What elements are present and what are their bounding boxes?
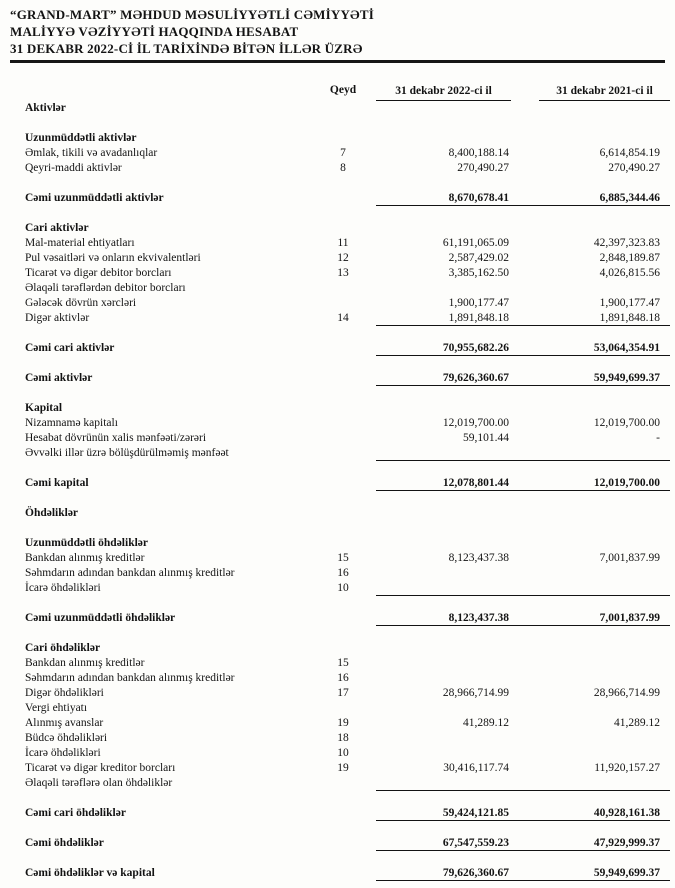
row-label: Uzunmüddətli aktivlər [25,132,137,144]
row-label: Əlaqəli tərəflərdən debitor borcları [25,282,186,294]
line-item-row [0,701,670,716]
note-ref [310,491,376,506]
note-ref [310,221,376,236]
row-label: Pul vəsaitləri və onların ekvivalentləri [25,252,201,264]
note-ref [310,641,376,656]
note-ref [310,476,376,491]
value-2022 [376,671,517,686]
line-item-row [0,266,670,281]
value-2022: 8,400,188.14 [448,147,509,159]
note-ref [310,611,376,626]
statement-title: MALİYYƏ VƏZİYYƏTİ HAQQINDA HESABAT [10,24,299,39]
total-row [0,476,670,491]
row-label: Səhmdarın adından bankdan alınmış kreditlər [25,672,235,684]
row-label: Cəmi cari öhdəliklər [25,807,126,819]
note-ref [310,206,376,221]
note-ref [310,296,376,311]
value-2021 [517,461,670,476]
value-2021: 59,949,699.37 [517,866,670,881]
value-2021: 28,966,714.99 [593,687,660,699]
row-label: Bankdan alınmış kreditlər [25,657,145,669]
value-2021: 6,614,854.19 [599,147,660,159]
note-ref [310,116,376,131]
value-2021 [517,401,670,416]
total-row [0,836,670,851]
spacer-row [0,791,670,806]
line-item-row [0,716,670,731]
value-2022 [376,746,517,761]
row-label: Əlaqəli tərəflərə olan öhdəliklər [25,777,173,789]
line-item-row [0,686,670,701]
value-2022 [376,596,517,611]
row-label: Cəmi kapital [25,477,89,489]
statement-period: 31 DEKABR 2022-Cİ İL TARİXİNDƏ BİTƏN İLLƏR ÜZRƏ [10,41,363,56]
value-2021 [517,281,670,296]
note-ref [310,806,376,821]
spacer-row [0,356,670,371]
value-2021 [517,821,670,836]
row-label: Cəmi öhdəliklər [25,837,104,849]
row-label: Kapital [25,402,63,414]
total-row [0,866,670,881]
value-2022: 59,424,121.85 [376,806,517,821]
value-2022 [376,536,517,551]
company-name: “GRAND-MART” MƏHDUD MƏSULİYYƏTLİ CƏMİYYƏTİ [10,7,374,22]
total-row [0,611,670,626]
note-ref: 10 [337,747,349,759]
row-label [0,851,310,866]
line-item-row [0,656,670,671]
row-label: Büdcə öhdəlikləri [25,732,108,744]
spacer-row [0,206,670,221]
row-label [0,521,310,536]
note-ref [310,701,376,716]
row-label [0,596,310,611]
row-label [0,461,310,476]
value-2021 [517,386,670,401]
value-2022 [376,131,517,146]
line-item-row [0,761,670,776]
note-ref [310,461,376,476]
row-label: Nizamnamə kapitalı [25,417,118,429]
value-2021 [517,626,670,641]
value-2021: 40,928,161.38 [517,806,670,821]
line-item-row [0,416,670,431]
value-2021 [517,506,670,521]
row-label [0,206,310,221]
note-ref: 13 [337,267,349,279]
note-ref: 12 [337,252,349,264]
value-2021: 1,900,177.47 [599,297,660,309]
value-2022 [376,776,517,791]
value-2021 [517,581,670,596]
note-ref [310,386,376,401]
row-label: Bankdan alınmış kreditlər [25,552,145,564]
value-2022 [376,281,517,296]
row-label: Səhmdarın adından bankdan alınmış kreditlər [25,567,235,579]
line-item-row [0,581,670,596]
note-ref [310,506,376,521]
note-ref [310,356,376,371]
value-2022 [376,386,517,401]
row-label: Cəmi aktivlər [25,372,93,384]
value-2021: 4,026,815.56 [599,267,660,279]
row-label: Uzunmüddətli öhdəliklər [25,537,149,549]
value-2021 [517,446,670,461]
value-2021 [517,656,670,671]
line-item-row [0,161,670,176]
value-2021: 6,885,344.46 [517,191,670,206]
spacer-row [0,521,670,536]
value-2022 [376,566,517,581]
note-ref: 7 [340,147,346,159]
value-2021 [517,176,670,191]
row-label: Digər öhdəlikləri [25,687,104,699]
value-2022 [376,626,517,641]
note-ref: 16 [337,567,349,579]
section-header-row [0,131,670,146]
value-2022: 79,626,360.67 [376,371,517,386]
note-ref [310,401,376,416]
value-2022 [376,731,517,746]
note-ref [310,431,376,446]
value-2021: 53,064,354.91 [517,341,670,356]
value-2022 [376,356,517,371]
document-header [0,0,675,57]
value-2022: 8,123,437.38 [448,552,509,564]
value-2021: 1,891,848.18 [517,311,670,326]
row-label: Cəmi cari aktivlər [25,342,115,354]
value-2021: - [656,432,660,444]
value-2021 [517,671,670,686]
row-label [0,356,310,371]
value-2022 [376,791,517,806]
value-2022 [376,701,517,716]
column-header-row [0,63,670,101]
balance-sheet-body [0,101,670,881]
value-2022: 270,490.27 [457,162,509,174]
note-ref [310,776,376,791]
value-2021 [517,566,670,581]
note-ref [310,866,376,881]
value-2022 [376,656,517,671]
total-row [0,806,670,821]
value-2021 [517,326,670,341]
row-label: Cari öhdəliklər [25,642,101,654]
value-2021 [517,101,670,116]
value-2022 [376,851,517,866]
section-header-row [0,101,670,116]
balance-sheet-table [0,63,670,882]
note-ref [310,821,376,836]
note-ref: 15 [337,552,349,564]
note-ref [310,191,376,206]
value-2021 [517,116,670,131]
value-2022 [376,506,517,521]
value-2022: 12,078,801.44 [376,476,517,491]
spacer-row [0,386,670,401]
note-column-header: Qeyd [329,83,357,96]
spacer-row [0,821,670,836]
note-ref: 11 [337,237,349,249]
note-ref [310,446,376,461]
section-header-row [0,536,670,551]
line-item-row [0,776,670,791]
row-label: Cəmi uzunmüddətli aktivlər [25,192,164,204]
note-ref [310,176,376,191]
note-ref: 17 [337,687,349,699]
row-label: Ticarət və digər kreditor borcları [25,762,176,774]
row-label: İcarə öhdəlikləri [25,747,101,759]
value-2022: 12,019,700.00 [442,417,509,429]
value-2021 [517,851,670,866]
value-2022 [376,401,517,416]
note-ref: 19 [337,762,349,774]
line-item-row [0,431,670,446]
label-column-header [0,63,310,101]
note-ref [310,371,376,386]
value-2022 [376,641,517,656]
value-2021: 12,019,700.00 [593,417,660,429]
value-2022: 67,547,559.23 [376,836,517,851]
note-ref: 14 [337,312,349,324]
row-label: Alınmış avanslar [25,717,104,729]
value-2022: 70,955,682.26 [376,341,517,356]
value-2022: 1,900,177.47 [448,297,509,309]
value-2021: 2,848,189.87 [599,252,660,264]
note-ref [310,836,376,851]
row-label: Ticarət və digər debitor borcları [25,267,172,279]
value-2022: 30,416,117.74 [443,762,509,774]
note-ref [310,851,376,866]
value-2022 [376,116,517,131]
spacer-row [0,626,670,641]
line-item-row [0,251,670,266]
value-2022: 41,289.12 [463,717,509,729]
value-2022: 8,123,437.38 [376,611,517,626]
note-ref [310,791,376,806]
section-header-row [0,221,670,236]
row-label: İcarə öhdəlikləri [25,582,101,594]
value-2022: 1,891,848.18 [376,311,517,326]
line-item-row [0,746,670,761]
row-label: Cəmi uzunmüddətli öhdəliklər [25,612,176,624]
col-2021-header: 31 dekabr 2021-ci il [539,85,670,101]
value-2022 [376,221,517,236]
note-ref: 16 [337,672,349,684]
row-label [0,791,310,806]
value-2022: 79,626,360.67 [376,866,517,881]
row-label: Cari aktivlər [25,222,89,234]
value-2021 [517,491,670,506]
row-label: Qeyri-maddi aktivlər [25,162,122,174]
note-ref: 19 [337,717,349,729]
value-2022: 61,191,065.09 [442,237,509,249]
line-item-row [0,551,670,566]
value-2022 [376,101,517,116]
value-2022 [376,521,517,536]
total-row [0,371,670,386]
value-2022 [376,581,517,596]
total-row [0,191,670,206]
value-2022 [376,326,517,341]
row-label [0,116,310,131]
value-2021 [517,206,670,221]
row-label [0,491,310,506]
spacer-row [0,851,670,866]
note-ref [310,326,376,341]
section-header-row [0,506,670,521]
value-2021: 270,490.27 [608,162,660,174]
value-2021: 41,289.12 [614,717,660,729]
line-item-row [0,296,670,311]
value-2021 [517,701,670,716]
value-2022: 59,101.44 [463,432,509,444]
row-label [0,821,310,836]
line-item-row [0,446,670,461]
spacer-row [0,176,670,191]
value-2022: 2,587,429.02 [448,252,509,264]
value-2022 [376,446,517,461]
row-label: Mal-material ehtiyatları [25,237,135,249]
value-2021 [517,131,670,146]
value-2021 [517,641,670,656]
note-ref [310,416,376,431]
note-ref: 10 [337,582,349,594]
value-2021: 11,920,157.27 [594,762,660,774]
value-2022 [376,491,517,506]
value-2021 [517,356,670,371]
spacer-row [0,116,670,131]
line-item-row [0,236,670,251]
row-label [0,326,310,341]
value-2021 [517,791,670,806]
note-ref [310,521,376,536]
row-label: Vergi ehtiyatı [25,702,88,714]
note-ref [310,101,376,116]
row-label: Gələcək dövrün xərcləri [25,297,137,309]
value-2021: 59,949,699.37 [517,371,670,386]
line-item-row [0,671,670,686]
row-label: Əvvəlki illər üzrə bölüşdürülməmiş mənfəət [25,447,229,459]
row-label: Öhdəliklər [25,507,79,519]
line-item-row [0,731,670,746]
row-label: Cəmi öhdəliklər və kapital [25,867,155,879]
note-ref [310,536,376,551]
value-2021 [517,731,670,746]
value-2021 [517,746,670,761]
value-2021: 7,001,837.99 [599,552,660,564]
value-2021 [517,536,670,551]
total-row [0,341,670,356]
value-2021: 12,019,700.00 [517,476,670,491]
row-label: Digər aktivlər [25,312,90,324]
value-2021: 47,929,999.37 [517,836,670,851]
value-2021 [517,776,670,791]
row-label [0,386,310,401]
value-2022: 28,966,714.99 [442,687,509,699]
value-2022 [376,821,517,836]
value-2022 [376,461,517,476]
row-label [0,176,310,191]
col-2022-header: 31 dekabr 2022-ci il [376,85,511,101]
spacer-row [0,326,670,341]
row-label: Hesabat dövrünün xalis mənfəəti/zərəri [25,432,207,444]
note-ref: 15 [337,657,349,669]
value-2021 [517,221,670,236]
line-item-row [0,146,670,161]
value-2021: 7,001,837.99 [517,611,670,626]
value-2022 [376,206,517,221]
note-ref: 8 [340,162,346,174]
note-ref [310,281,376,296]
row-label: Aktivlər [25,102,66,114]
value-2021: 42,397,323.83 [593,237,660,249]
line-item-row [0,281,670,296]
value-2022 [376,176,517,191]
note-ref [310,131,376,146]
value-2022: 8,670,678.41 [376,191,517,206]
row-label [0,626,310,641]
line-item-row [0,566,670,581]
value-2021 [517,596,670,611]
spacer-row [0,491,670,506]
section-header-row [0,401,670,416]
line-item-row [0,311,670,326]
value-2022: 3,385,162.50 [448,267,509,279]
value-2021 [517,521,670,536]
section-header-row [0,641,670,656]
spacer-row [0,461,670,476]
row-label: Əmlak, tikili və avadanlıqlar [25,147,158,159]
note-ref [310,341,376,356]
note-ref [310,626,376,641]
spacer-row [0,596,670,611]
note-ref: 18 [337,732,349,744]
note-ref [310,596,376,611]
